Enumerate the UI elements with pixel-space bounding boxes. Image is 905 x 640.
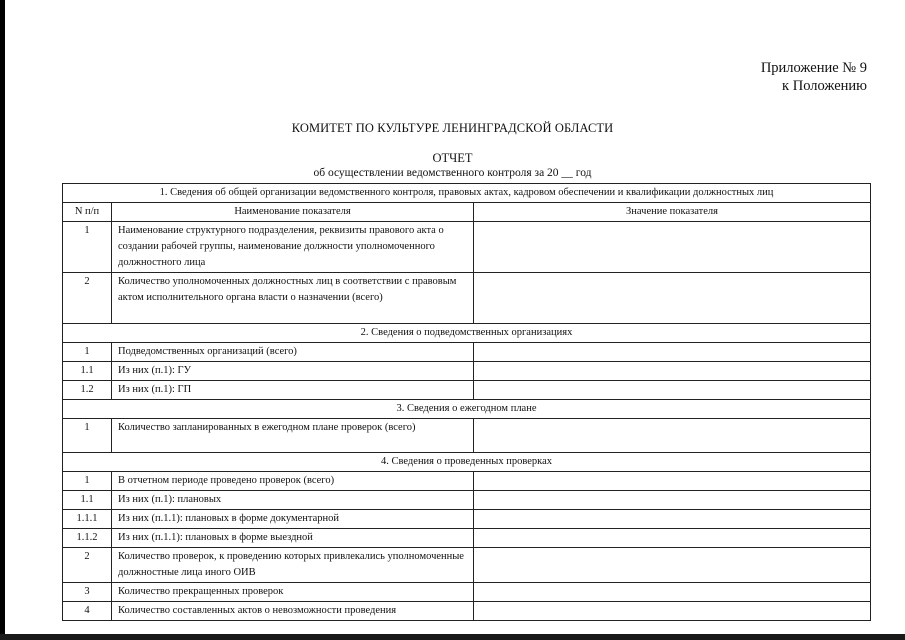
row-number: 1 [63,472,112,491]
report-heading [0,151,905,181]
table-row [63,548,871,583]
row-indicator: Количество уполномоченных должностных лиц в соответствии с правовым актом исполнительного органа власти о назначении (всего) [112,273,474,324]
report-title: ОТЧЕТ [432,151,473,165]
row-value-cell[interactable] [474,343,871,362]
report-subtitle: об осуществлении ведомственного контроля за 20 __ год [313,167,592,179]
row-number: 3 [63,583,112,602]
table-row [63,583,871,602]
row-value-cell[interactable] [474,472,871,491]
table-row [63,273,871,324]
row-indicator: Из них (п.1.1): плановых в форме документарной [112,510,474,529]
row-number: 1.1.2 [63,529,112,548]
row-indicator: Количество составленных актов о невозможности проведения [112,602,474,621]
row-value-cell[interactable] [474,273,871,324]
row-number: 1.2 [63,381,112,400]
table-row [63,343,871,362]
row-indicator: Из них (п.1.1): плановых в форме выездной [112,529,474,548]
row-value-cell[interactable] [474,222,871,273]
scan-edge-bottom [0,634,905,640]
row-value-cell[interactable] [474,583,871,602]
row-indicator: Из них (п.1): плановых [112,491,474,510]
table-row [63,419,871,453]
row-value-cell[interactable] [474,362,871,381]
row-value-cell[interactable] [474,510,871,529]
table-row [63,472,871,491]
scan-edge-left [0,0,5,640]
section-1-heading: 1. Сведения об общей организации ведомственного контроля, правовых актах, кадровом обеспечении и квалификации должностных лиц [63,184,871,203]
row-indicator: Наименование структурного подразделения, реквизиты правового акта о создании рабочей группы, наименование должности уполномоченного должностного лица [112,222,474,273]
row-value-cell[interactable] [474,419,871,453]
row-indicator: В отчетном периоде проведено проверок (всего) [112,472,474,491]
annex-number: Приложение № 9 [760,60,867,76]
table-row [63,222,871,273]
row-value-cell[interactable] [474,548,871,583]
row-indicator: Количество запланированных в ежегодном плане проверок (всего) [112,419,474,453]
row-value-cell[interactable] [474,381,871,400]
table-header-row [63,203,871,222]
section-2-heading: 2. Сведения о подведомственных организациях [63,324,871,343]
report-table [62,183,871,621]
row-value-cell[interactable] [474,529,871,548]
column-header-value: Значение показателя [474,203,871,222]
row-indicator: Из них (п.1): ГП [112,381,474,400]
row-number: 2 [63,548,112,583]
row-number: 1 [63,222,112,273]
row-number: 2 [63,273,112,324]
row-number: 4 [63,602,112,621]
row-number: 1 [63,343,112,362]
column-header-number: N п/п [63,203,112,222]
table-row [63,491,871,510]
annex-reference [761,59,867,95]
section-3-heading: 3. Сведения о ежегодном плане [63,400,871,419]
annex-regulation: к Положению [782,78,867,94]
row-value-cell[interactable] [474,491,871,510]
table-row [63,510,871,529]
table-row [63,602,871,621]
row-indicator: Подведомственных организаций (всего) [112,343,474,362]
column-header-indicator: Наименование показателя [112,203,474,222]
row-indicator: Количество прекращенных проверок [112,583,474,602]
row-indicator: Из них (п.1): ГУ [112,362,474,381]
row-number: 1 [63,419,112,453]
row-number: 1.1.1 [63,510,112,529]
section-4-heading: 4. Сведения о проведенных проверках [63,453,871,472]
row-number: 1.1 [63,491,112,510]
row-value-cell[interactable] [474,602,871,621]
row-number: 1.1 [63,362,112,381]
row-indicator: Количество проверок, к проведению которых привлекались уполномоченные должностные лица иного ОИВ [112,548,474,583]
table-row [63,381,871,400]
table-row [63,529,871,548]
committee-title: КОМИТЕТ ПО КУЛЬТУРЕ ЛЕНИНГРАДСКОЙ ОБЛАСТИ [291,121,614,135]
table-row [63,362,871,381]
